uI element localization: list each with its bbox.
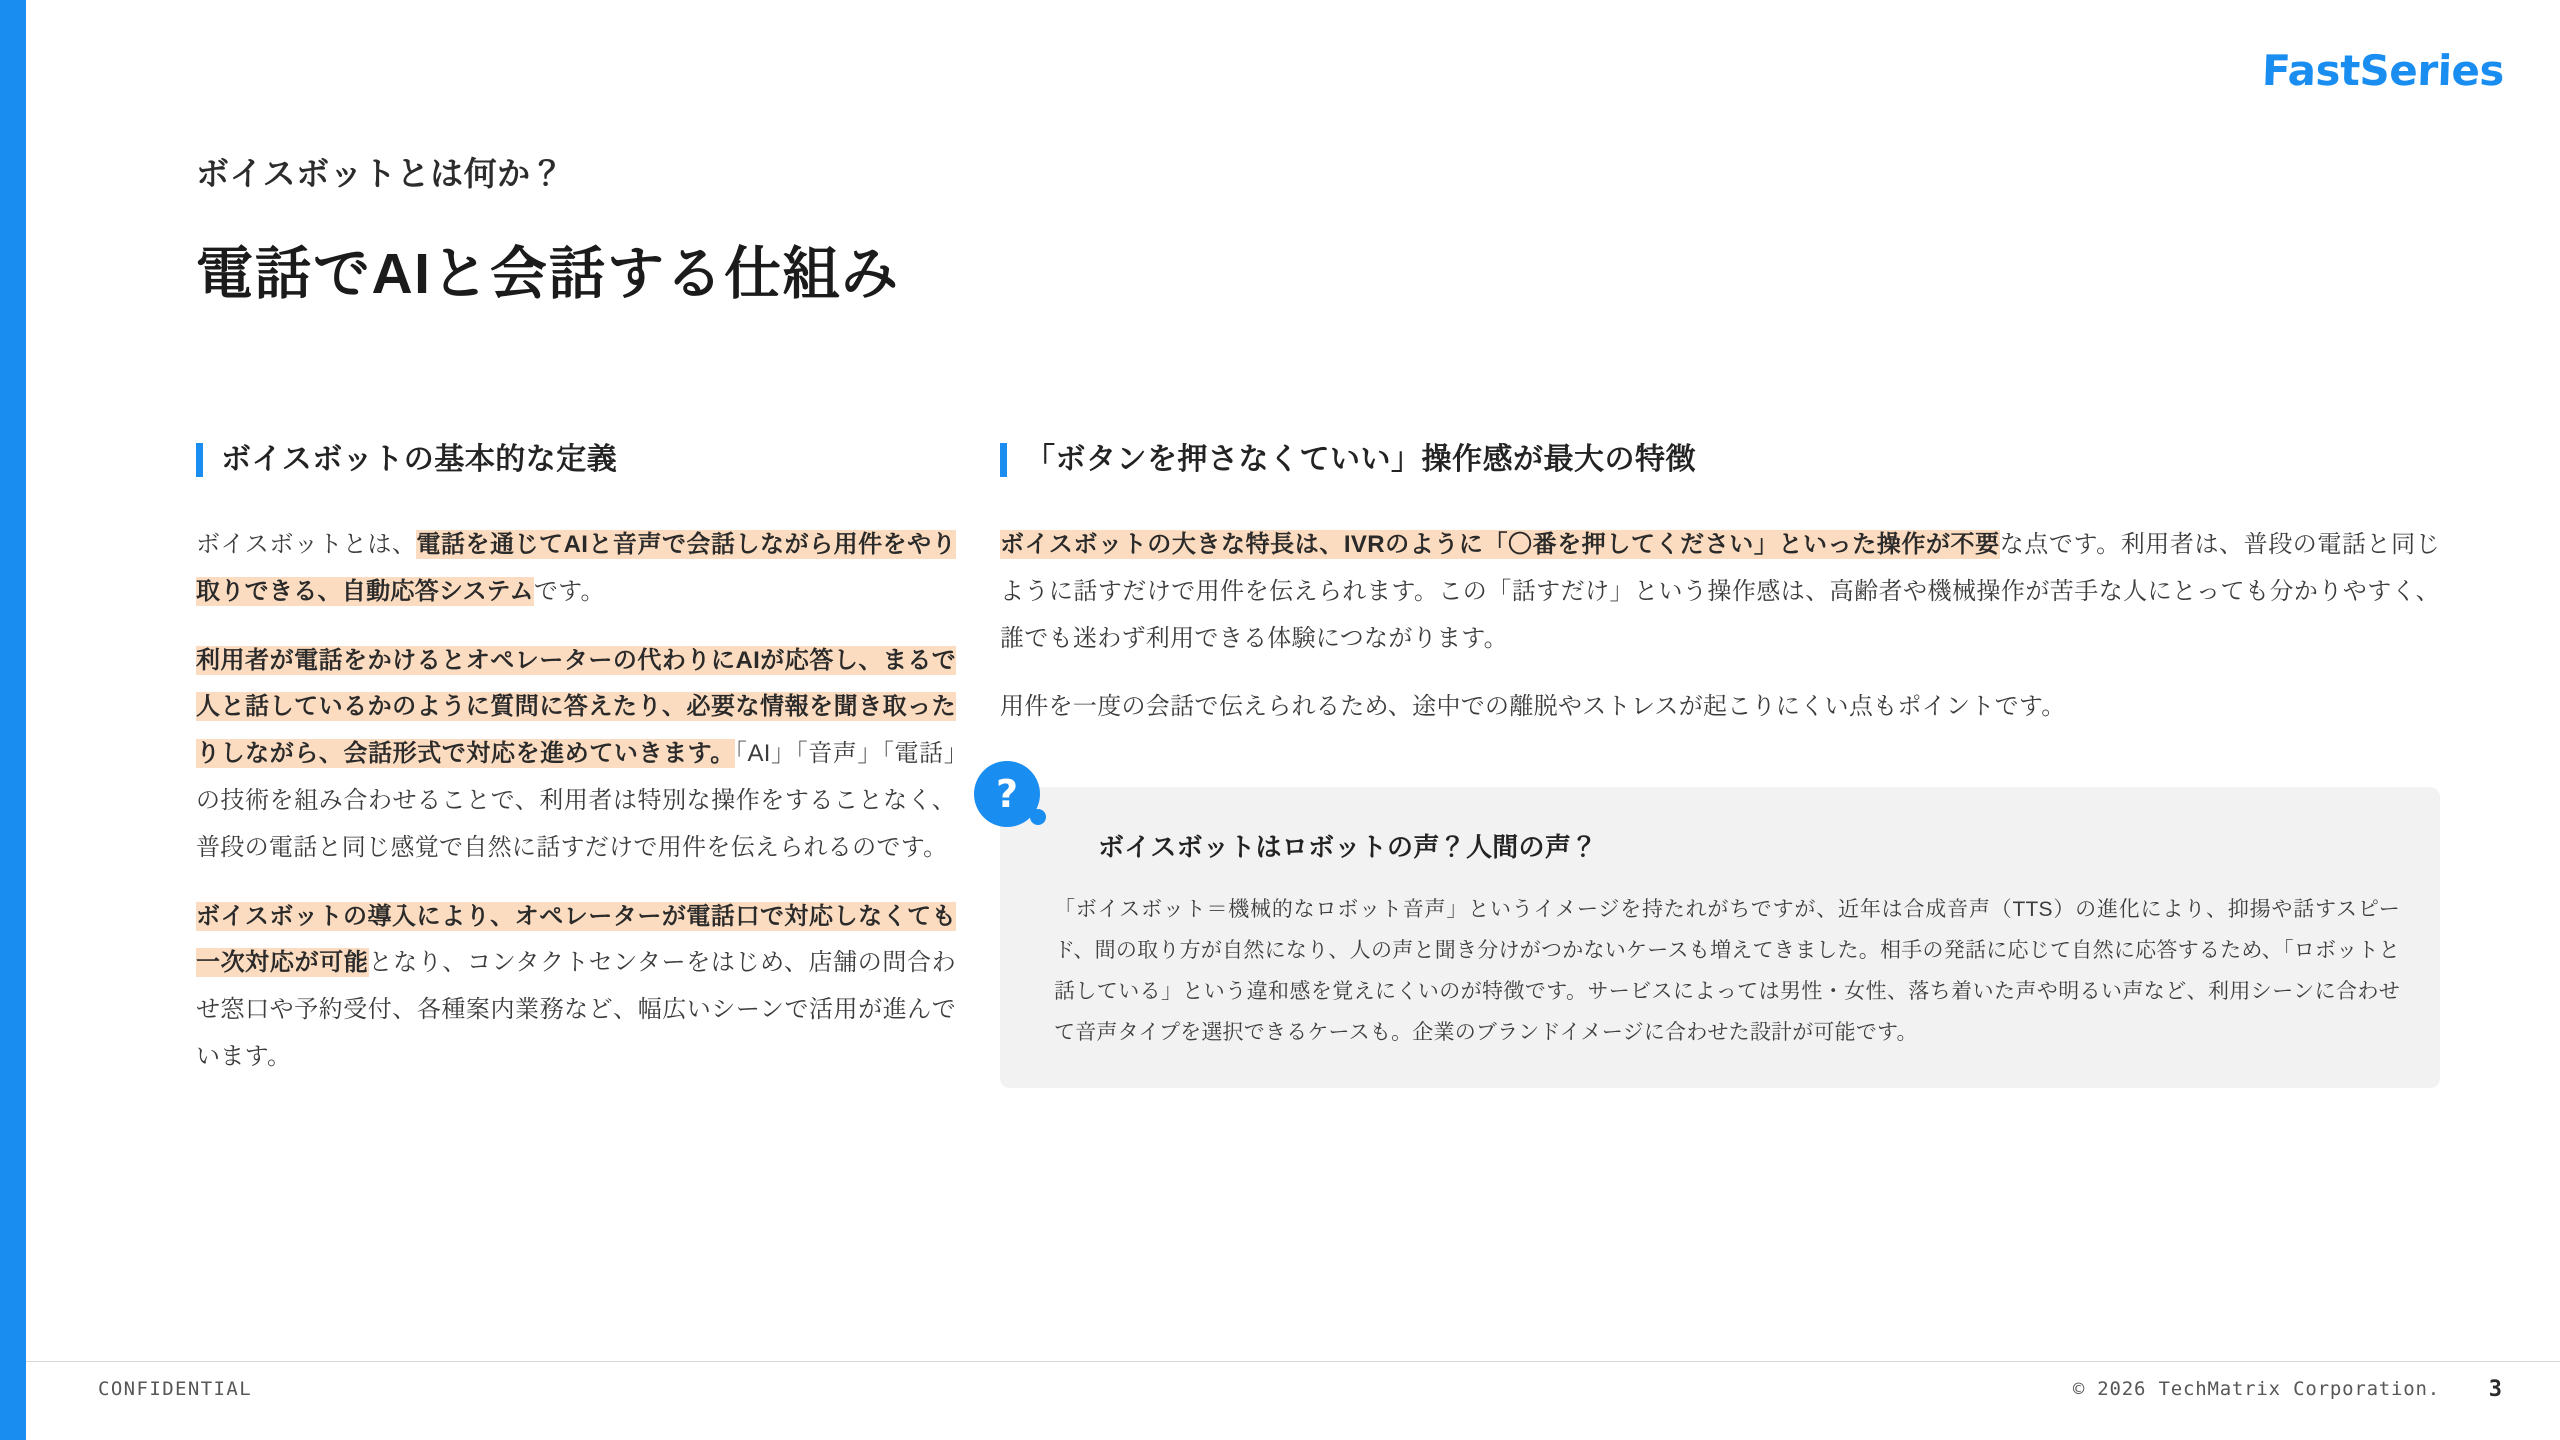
confidential-label: CONFIDENTIAL [98, 1378, 253, 1400]
left-p2-text-b: 「AI」「音声」「電話」の技術を組み合わせることで、利用者は特別な操作をすることなく、普段の電話と同じ感覚で自然に話すだけで用件を伝えられるのです。 [196, 740, 956, 861]
fastseries-logo [2262, 46, 2504, 95]
left-p3-highlight: ボイスボットの導入により、オペレーターが電話口で対応しなくても一次対応が可能 [196, 902, 956, 977]
left-column [196, 442, 956, 1081]
right-section-title: 「ボタンを押さなくていい」操作感が最大の特徴 [1025, 443, 1696, 476]
logo-text: FastSeries [2261, 46, 2505, 95]
left-p3-text-b: となり、コンタクトセンターをはじめ、店舗の問合わせ窓口や予約受付、各種案内業務など、幅広いシーンで活用が進んでいます。 [196, 949, 956, 1070]
callout-body: 「ボイスボット＝機械的なロボット音声」というイメージを持たれがちですが、近年は合成音声（TTS）の進化により、抑揚や話すスピード、間の取り方が自然になり、人の声と聞き分けがつかないケースも増えてきました。相手の発話に応じて自然に応答するため、「ロボットと話している」という違和感を覚えにくいのが特徴です。サービスによっては男性・女性、落ち着いた声や明るい声など、利用シーンに合わせて音声タイプを選択できるケースも。企業のブランドイメージに合わせた設計が可能です。 [1054, 898, 2400, 1044]
copyright-label: © 2026 TechMatrix Corporation. [2072, 1378, 2440, 1400]
callout-box [995, 772, 2440, 1088]
callout-title: ボイスボットはロボットの声？人間の声？ [1098, 832, 1598, 863]
footer-divider [26, 1361, 2560, 1362]
right-column [995, 442, 2440, 1088]
right-section-header [1000, 442, 2440, 478]
left-p1-highlight: 電話を通じてAIと音声で会話しながら用件をやり取りできる、自動応答システム [196, 531, 956, 605]
left-p2-highlight: 利用者が電話をかけるとオペレーターの代わりにAIが応答し、まるで人と話しているかのように質問に答えたり、必要な情報を聞き取ったりしながら、会話形式で対応を進めていきます。 [196, 646, 956, 768]
slide-kicker: ボイスボットとは何か？ [196, 155, 565, 192]
left-p1-text-a: ボイスボットとは、 [196, 531, 417, 558]
left-accent-bar [0, 0, 26, 1440]
page-number: 3 [2488, 1377, 2502, 1402]
section-accent-bar [1000, 443, 1007, 477]
right-p1-text-b: な点です。利用者は、普段の電話と同じように話すだけで用件を伝えられます。この「話すだけ」という操作感は、高齢者や機械操作が苦手な人にとっても分かりやすく、誰でも迷わず利用できる体験につながります。 [1000, 531, 2440, 652]
page-title: 電話でAIと会話する仕組み [196, 242, 900, 306]
left-paragraph-2 [196, 638, 956, 872]
right-paragraph-1 [1000, 522, 2440, 662]
right-p1-highlight: ボイスボットの大きな特長は、IVRのように「〇番を押してください」といった操作が不要 [1000, 531, 2000, 558]
right-paragraph-2: 用件を一度の会話で伝えられるため、途中での離脱やストレスが起こりにくい点もポイントです。 [1000, 693, 2066, 721]
left-p1-text-b: です。 [533, 577, 605, 605]
left-section-header [196, 442, 956, 478]
left-paragraph-1 [196, 522, 956, 616]
section-accent-bar [196, 443, 203, 477]
left-paragraph-3 [196, 894, 956, 1081]
question-mark-icon: ? [974, 761, 1040, 827]
left-section-title: ボイスボットの基本的な定義 [221, 443, 618, 476]
